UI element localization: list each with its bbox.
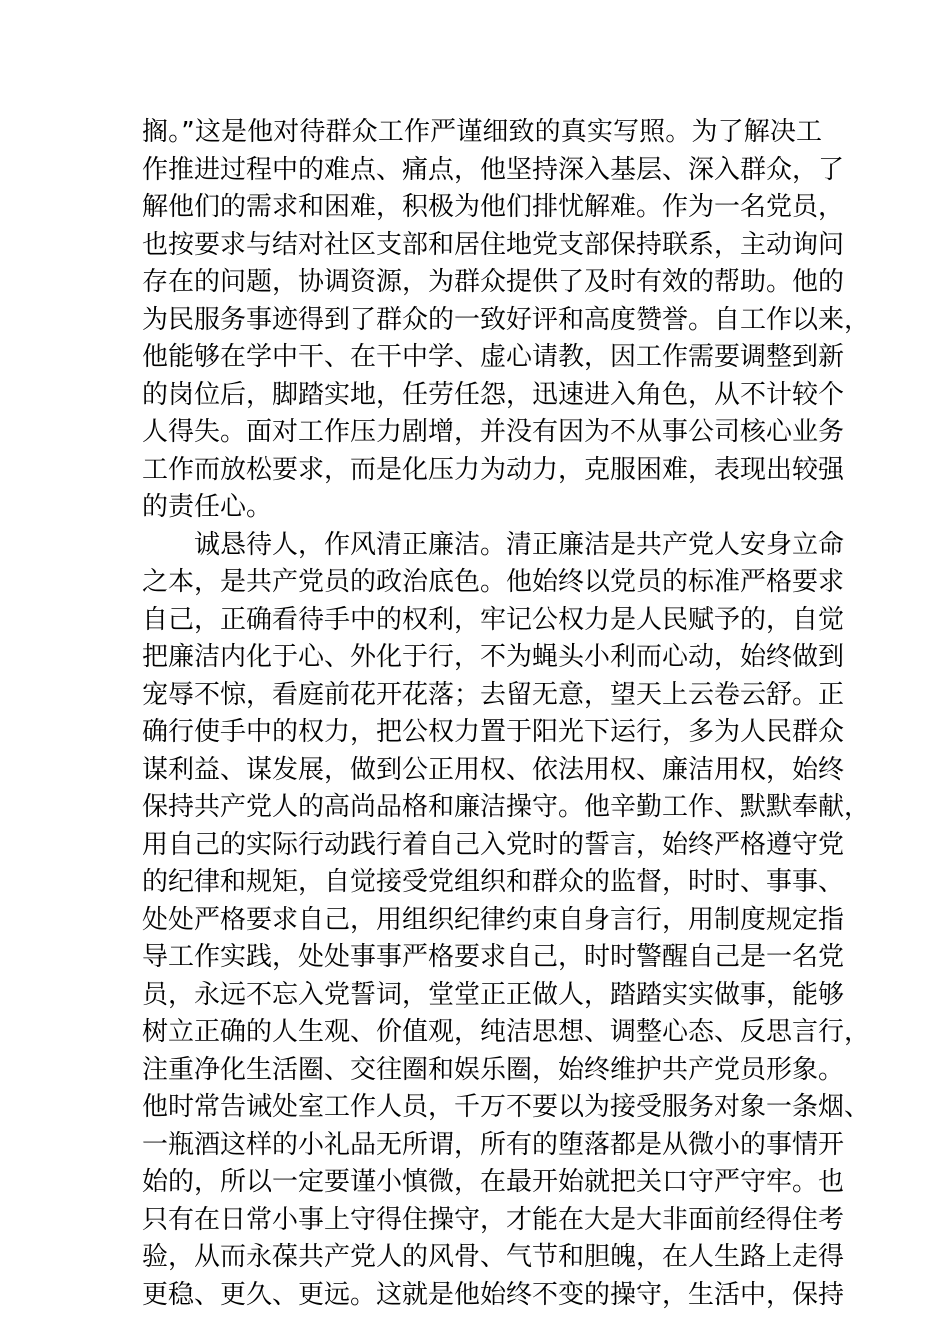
text-line: 解他们的需求和困难，积极为他们排忧解难。作为一名党员， xyxy=(142,192,845,222)
text-line: 保持共产党人的高尚品格和廉洁操守。他辛勤工作、默默奉献， xyxy=(142,792,871,822)
text-line: 的责任心。 xyxy=(142,492,273,522)
text-line: 谋利益、谋发展，做到公正用权、依法用权、廉洁用权，始终 xyxy=(142,754,845,785)
text-line: 工作而放松要求，而是化压力为动力，克服困难，表现出较强 xyxy=(142,454,845,485)
text-line: 更稳、更久、更远。这就是他始终不变的操守，生活中，保持 xyxy=(142,1279,845,1310)
text-line: 员，永远不忘入党誓词，堂堂正正做人，踏踏实实做事，能够 xyxy=(142,979,845,1010)
text-line: 人得失。面对工作压力剧增，并没有因为不从事公司核心业务 xyxy=(142,417,845,447)
text-line: 搁。”这是他对待群众工作严谨细致的真实写照。为了解决工 xyxy=(142,117,822,147)
text-line: 自己，正确看待手中的权利，牢记公权力是人民赋予的，自觉 xyxy=(142,604,845,635)
text-line: 注重净化生活圈、交往圈和娱乐圈，始终维护共产党员形象。 xyxy=(142,1054,845,1085)
text-line: 的纪律和规矩，自觉接受党组织和群众的监督，时时、事事、 xyxy=(142,867,845,897)
text-line: 一瓶酒这样的小礼品无所谓，所有的堕落都是从微小的事情开 xyxy=(142,1129,845,1160)
text-line: 作推进过程中的难点、痛点，他坚持深入基层、深入群众，了 xyxy=(142,154,845,185)
text-line: 验，从而永葆共产党人的风骨、气节和胆魄，在人生路上走得 xyxy=(142,1242,845,1272)
text-line: 为民服务事迹得到了群众的一致好评和高度赞誉。自工作以来， xyxy=(142,304,871,335)
text-line: 始的，所以一定要谨小慎微，在最开始就把关口守严守牢。也 xyxy=(142,1167,845,1197)
text-line: 用自己的实际行动践行着自己入党时的誓言，始终严格遵守党 xyxy=(142,829,845,860)
text-line: 宠辱不惊，看庭前花开花落；去留无意，望天上云卷云舒。正 xyxy=(142,679,845,710)
text-line: 确行使手中的权力，把公权力置于阳光下运行，多为人民群众 xyxy=(142,717,845,747)
text-line: 只有在日常小事上守得住操守，才能在大是大非面前经得住考 xyxy=(142,1204,845,1235)
text-line: 把廉洁内化于心、外化于行，不为蝇头小利而心动，始终做到 xyxy=(142,642,845,672)
text-line: 之本，是共产党员的政治底色。他始终以党员的标准严格要求 xyxy=(142,567,845,597)
text-line: 处处严格要求自己，用组织纪律约束自身言行，用制度规定指 xyxy=(142,904,845,935)
text-line: 他时常告诫处室工作人员，千万不要以为接受服务对象一条烟、 xyxy=(142,1092,871,1122)
body-text xyxy=(142,114,871,1314)
text-line: 树立正确的人生观、价值观，纯洁思想、调整心态、反思言行， xyxy=(142,1017,871,1047)
text-line: 他能够在学中干、在干中学、虚心请教，因工作需要调整到新 xyxy=(142,342,845,372)
paragraph-start-line: 诚恳待人，作风清正廉洁。清正廉洁是共产党人安身立命 xyxy=(194,529,845,560)
text-line: 的岗位后，脚踏实地，任劳任怨，迅速进入角色，从不计较个 xyxy=(142,379,845,410)
text-line: 也按要求与结对社区支部和居住地党支部保持联系，主动询问 xyxy=(142,229,845,260)
text-line: 导工作实践，处处事事严格要求自己，时时警醒自己是一名党 xyxy=(142,942,845,972)
text-line: 存在的问题，协调资源，为群众提供了及时有效的帮助。他的 xyxy=(142,267,845,297)
